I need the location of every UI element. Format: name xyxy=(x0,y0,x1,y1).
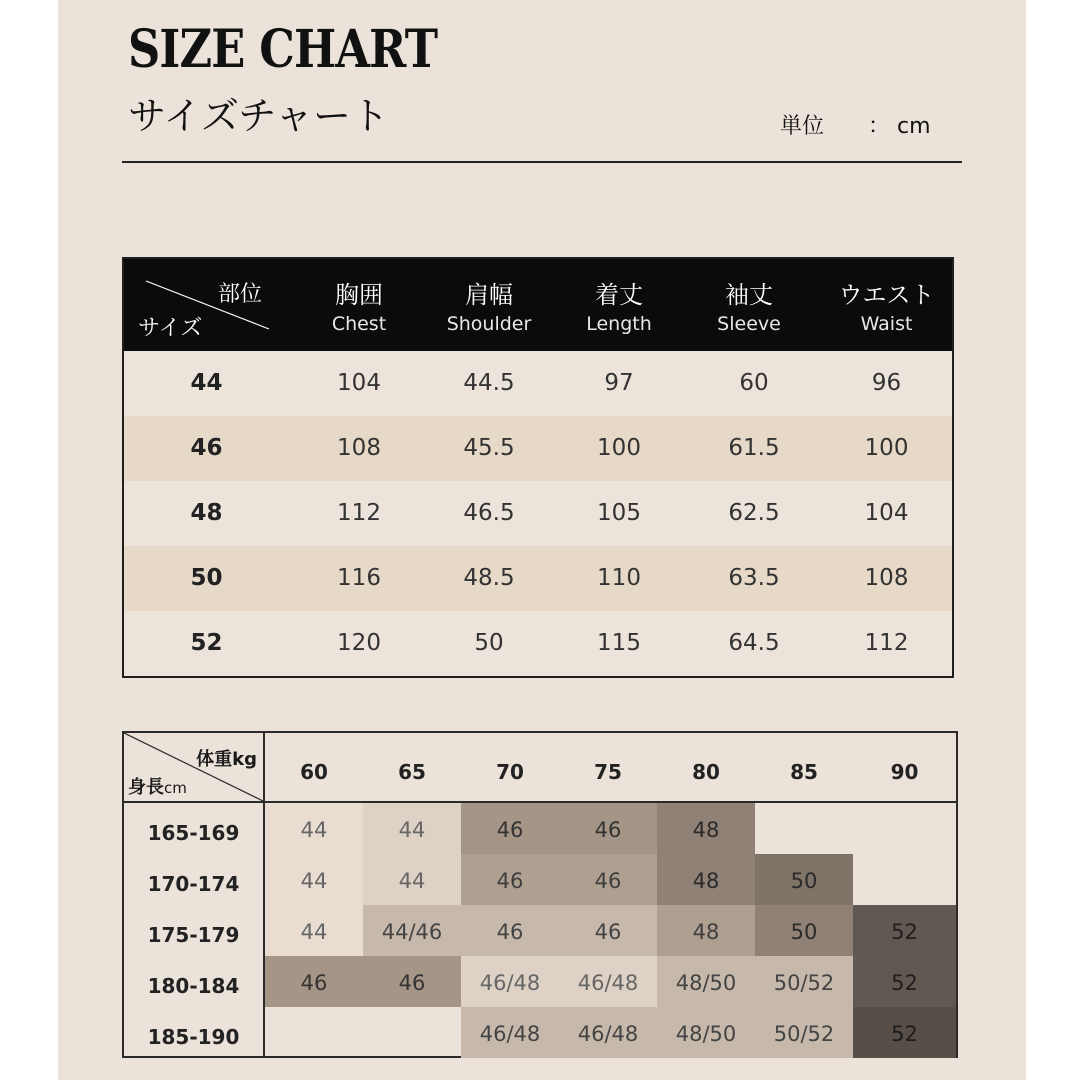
column-header-en: Waist xyxy=(860,313,913,335)
fit-cell: 48/50 xyxy=(657,956,755,1007)
length-value: 97 xyxy=(604,370,634,396)
fit-cell xyxy=(363,1007,461,1058)
fit-cell: 44 xyxy=(363,854,461,905)
fit-table-header xyxy=(124,733,956,803)
length-value: 100 xyxy=(597,435,641,461)
length-value: 110 xyxy=(597,565,641,591)
fit-row xyxy=(124,956,956,1007)
size-measurement-table xyxy=(122,257,954,678)
fit-cell: 46 xyxy=(363,956,461,1007)
corner-label-height-unit: cm xyxy=(164,779,187,797)
height-range: 180-184 xyxy=(147,974,240,998)
chest-value: 120 xyxy=(337,630,381,656)
fit-cell: 50/52 xyxy=(755,956,853,1007)
shoulder-value: 45.5 xyxy=(463,435,515,461)
fit-cell: 44 xyxy=(363,803,461,854)
size-value: 50 xyxy=(190,565,223,591)
size-row xyxy=(124,546,952,611)
fit-cell: 48 xyxy=(657,905,755,956)
shoulder-value: 44.5 xyxy=(463,370,515,396)
weight-header: 70 xyxy=(496,760,524,784)
fit-cell xyxy=(853,803,956,854)
sleeve-value: 62.5 xyxy=(728,500,780,526)
column-header-jp: 着丈 xyxy=(595,281,643,309)
fit-cell: 46 xyxy=(461,803,559,854)
waist-value: 100 xyxy=(864,435,909,461)
fit-cell: 46/48 xyxy=(461,1007,559,1058)
fit-cell: 44 xyxy=(265,803,363,854)
fit-cell xyxy=(755,803,853,854)
fit-cell: 52 xyxy=(853,1007,956,1058)
shoulder-value: 50 xyxy=(474,630,504,656)
fit-cell: 44 xyxy=(265,854,363,905)
chest-value: 108 xyxy=(337,435,381,461)
fit-cell: 46 xyxy=(461,905,559,956)
fit-cell: 46 xyxy=(559,905,657,956)
fit-cell: 46/48 xyxy=(559,1007,657,1058)
waist-value: 112 xyxy=(864,630,909,656)
column-header-jp: 肩幅 xyxy=(465,281,513,309)
length-value: 115 xyxy=(597,630,641,656)
column-header-jp: 袖丈 xyxy=(725,281,773,309)
unit-value: ： cm xyxy=(868,114,931,139)
page-title-english: SIZE CHART xyxy=(128,19,438,80)
fit-cell: 46 xyxy=(559,854,657,905)
sleeve-value: 64.5 xyxy=(728,630,780,656)
fit-row xyxy=(124,803,956,854)
column-header-en: Chest xyxy=(331,313,387,335)
fit-cell: 44 xyxy=(265,905,363,956)
fit-row xyxy=(124,905,956,956)
unit-label-text: 単位 xyxy=(780,114,825,139)
corner-label-part: 部位 xyxy=(217,282,262,307)
waist-value: 96 xyxy=(871,370,902,396)
fit-cell: 48 xyxy=(657,803,755,854)
column-header-waist xyxy=(824,259,949,351)
fit-cell: 50/52 xyxy=(755,1007,853,1058)
corner-label-size: サイズ xyxy=(138,316,203,341)
fit-cell: 44/46 xyxy=(363,905,461,956)
height-range: 170-174 xyxy=(147,872,240,896)
fit-cell xyxy=(853,854,956,905)
column-header-sleeve xyxy=(684,259,814,351)
weight-header: 90 xyxy=(890,760,919,784)
weight-header: 60 xyxy=(300,760,328,784)
fit-cell: 50 xyxy=(755,905,853,956)
waist-value: 108 xyxy=(864,565,909,591)
fit-cell xyxy=(265,1007,363,1058)
column-header-shoulder xyxy=(424,259,554,351)
sleeve-value: 60 xyxy=(739,370,769,396)
size-value: 44 xyxy=(190,370,223,396)
height-weight-fit-table xyxy=(122,731,958,1058)
sleeve-value: 63.5 xyxy=(728,565,780,591)
size-value: 52 xyxy=(190,630,223,656)
column-header-en: Sleeve xyxy=(717,313,781,335)
weight-header: 85 xyxy=(790,760,818,784)
chest-value: 104 xyxy=(337,370,381,396)
height-range: 165-169 xyxy=(147,821,240,845)
page-title-japanese: サイズチャート xyxy=(128,94,390,138)
fit-cell: 46/48 xyxy=(559,956,657,1007)
size-row xyxy=(124,611,952,676)
size-table-header xyxy=(124,259,952,351)
chest-value: 116 xyxy=(337,565,381,591)
fit-row xyxy=(124,1007,956,1058)
size-row xyxy=(124,351,952,416)
size-row xyxy=(124,481,952,546)
size-table-corner xyxy=(124,259,274,351)
column-header-jp: 胸囲 xyxy=(335,281,383,309)
column-header-chest xyxy=(294,259,424,351)
fit-cell: 52 xyxy=(853,905,956,956)
shoulder-value: 46.5 xyxy=(463,500,515,526)
fit-cell: 48/50 xyxy=(657,1007,755,1058)
column-header-en: Shoulder xyxy=(446,313,532,335)
fit-table-corner xyxy=(124,733,265,803)
column-header-jp: ウエスト xyxy=(838,281,935,309)
length-value: 105 xyxy=(597,500,641,526)
unit-label xyxy=(780,112,931,142)
column-header-en: Length xyxy=(586,313,652,335)
corner-label-height xyxy=(128,773,187,799)
fit-cell: 52 xyxy=(853,956,956,1007)
shoulder-value: 48.5 xyxy=(463,565,515,591)
waist-value: 104 xyxy=(864,500,909,526)
fit-row xyxy=(124,854,956,905)
fit-cell: 46 xyxy=(265,956,363,1007)
height-range: 175-179 xyxy=(147,923,240,947)
weight-header: 65 xyxy=(398,760,426,784)
fit-cell: 46 xyxy=(461,854,559,905)
size-value: 48 xyxy=(190,500,223,526)
chest-value: 112 xyxy=(337,500,381,526)
size-row xyxy=(124,416,952,481)
fit-cell: 48 xyxy=(657,854,755,905)
fit-cell: 50 xyxy=(755,854,853,905)
sleeve-value: 61.5 xyxy=(728,435,780,461)
corner-label-weight: 体重kg xyxy=(196,749,257,770)
title-divider xyxy=(122,161,962,163)
size-value: 46 xyxy=(190,435,223,461)
fit-cell: 46/48 xyxy=(461,956,559,1007)
weight-header: 75 xyxy=(594,760,622,784)
corner-label-height-main: 身長 xyxy=(128,777,164,798)
fit-cell: 46 xyxy=(559,803,657,854)
height-range: 185-190 xyxy=(147,1025,240,1049)
column-header-length xyxy=(554,259,684,351)
weight-header: 80 xyxy=(692,760,720,784)
